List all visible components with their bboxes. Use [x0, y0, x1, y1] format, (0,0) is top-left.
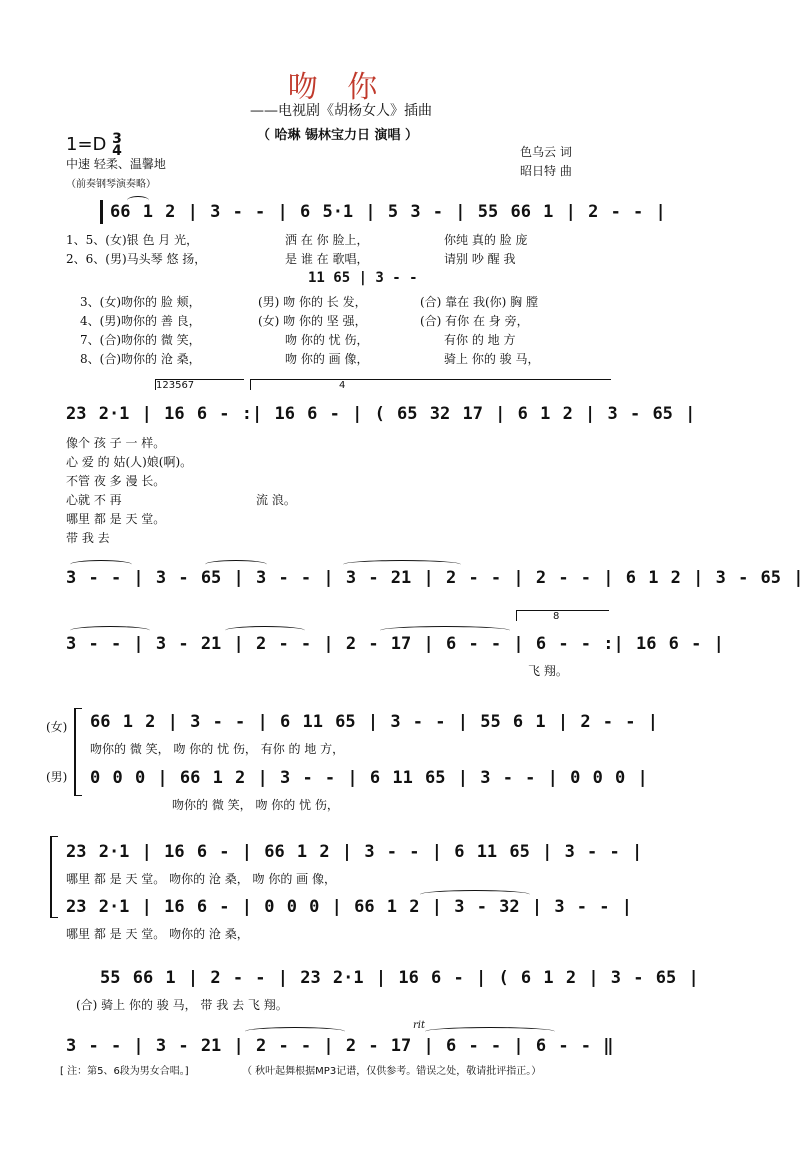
tie	[425, 1027, 555, 1036]
key-signature	[66, 133, 122, 157]
system5-lyric-female: 吻你的 微 笑， 吻 你的 忧 伤， 有你 的 地 方，	[90, 742, 345, 756]
system6-notes-female: 23 2·1 | 16 6 - | 66 1 2 | 3 - - | 6 11 65 | 3 - - |	[66, 842, 643, 862]
system8-notes: 3 - - | 3 - 21 | 2 - - | 2 - 17 | 6 - - | 6 - - ‖	[66, 1036, 614, 1056]
male-label: (男)	[46, 770, 68, 784]
system3-notes: 3 - - | 3 - 65 | 3 - - | 3 - 21 | 2 - - | 2 - - | 6 1 2 | 3 - 65 |	[66, 568, 804, 588]
lyric-verse7: 7、(合)吻你的 微 笑，	[80, 333, 201, 347]
lyric-ending: 飞 翔。	[528, 664, 568, 678]
ritardando-mark: rit	[413, 1020, 425, 1031]
key-label: 1=D	[66, 134, 107, 155]
staff-brace	[50, 836, 58, 918]
tempo-marking: 中速 轻柔、温馨地	[66, 157, 166, 171]
intro-note: （前奏钢琴演奏略）	[66, 179, 156, 190]
lyric-line-3: 不管 夜 多 漫 长。	[66, 474, 166, 488]
lyric-verse3b: (男) 吻 你的 长 发，	[258, 295, 367, 309]
volta-ending-1	[155, 379, 244, 390]
lyric-verse7b: 吻 你的 忧 伤，	[285, 333, 369, 347]
lyric-verse4: 4、(男)吻你的 善 良，	[80, 314, 201, 328]
lyric-line-2: 心 爱 的 姑(人)娘(啊)。	[66, 455, 193, 469]
slur	[127, 196, 149, 205]
lyric-line-4-extra: 流 浪。	[256, 493, 296, 507]
system5-notes-female: 66 1 2 | 3 - - | 6 11 65 | 3 - - | 55 6 1 | 2 - - |	[90, 712, 658, 732]
footer-transcription-note: （ 秋叶起舞根据MP3记谱，仅供参考。错误之处，敬请批评指正。）	[242, 1066, 542, 1077]
system5-lyric-male: 吻你的 微 笑， 吻 你的 忧 伤，	[172, 798, 339, 812]
alt-notes: 11 65 | 3 - -	[308, 270, 418, 286]
lyric-verse3: 3、(女)吻你的 脸 颊，	[80, 295, 201, 309]
song-subtitle: ——电视剧《胡杨女人》插曲	[250, 103, 432, 119]
lyric-verse4b: (女) 吻 你的 坚 强，	[258, 314, 367, 328]
system6-notes-male: 23 2·1 | 16 6 - | 0 0 0 | 66 1 2 | 3 - 32 | 3 - - |	[66, 897, 632, 917]
lyric-verse8b: 吻 你的 画 像，	[285, 352, 369, 366]
tie	[245, 1027, 345, 1036]
system7-lyric: (合) 骑上 你的 骏 马， 带 我 去 飞 翔。	[76, 998, 288, 1012]
time-top: 3	[112, 131, 122, 147]
lyric-verse2c: 请别 吵 醒 我	[444, 252, 516, 266]
lyricist-credit: 色乌云 词	[520, 145, 572, 159]
composer-credit: 昭日特 曲	[520, 164, 572, 178]
lyric-line-4: 心就 不 再	[66, 493, 122, 507]
lyric-line-1: 像个 孩 子 一 样。	[66, 436, 166, 450]
lyric-verse7c: 有你 的 地 方	[444, 333, 516, 347]
repeat-start-bar	[100, 200, 103, 224]
lyric-verse3c: (合) 靠在 我(你) 胸 膛	[420, 295, 538, 309]
system7-notes: 55 66 1 | 2 - - | 23 2·1 | 16 6 - | ( 6 1 2 | 3 - 65 |	[100, 968, 699, 988]
lyric-verse2b: 是 谁 在 歌唱，	[285, 252, 369, 266]
system6-lyric-female: 哪里 都 是 天 堂。 吻你的 沧 桑， 吻 你的 画 像，	[66, 872, 336, 886]
time-bottom: 4	[112, 143, 122, 159]
system5-notes-male: 0 0 0 | 66 1 2 | 3 - - | 6 11 65 | 3 - - | 0 0 0 |	[90, 768, 648, 788]
lyric-verse1: 1、5、(女)银 色 月 光，	[66, 233, 199, 247]
system1-notes: 66 1 2 | 3 - - | 6 5·1 | 5 3 - | 55 66 1 | 2 - - |	[110, 202, 666, 222]
lyric-verse1b: 洒 在 你 脸上，	[285, 233, 369, 247]
lyric-verse8: 8、(合)吻你的 沧 桑，	[80, 352, 201, 366]
system6-lyric-male: 哪里 都 是 天 堂。 吻你的 沧 桑，	[66, 927, 249, 941]
volta-ending-2-label: 4	[339, 380, 346, 391]
lyric-verse1c: 你纯 真的 脸 庞	[444, 233, 528, 247]
staff-brace	[74, 708, 82, 796]
lyric-line-5: 哪里 都 是 天 堂。	[66, 512, 166, 526]
footer-note: [ 注：第5、6段为男女合唱。]	[60, 1066, 189, 1077]
lyric-verse4c: (合) 有你 在 身 旁，	[420, 314, 529, 328]
singers-line: （ 哈琳 锡林宝力日 演唱 ）	[256, 128, 419, 143]
female-label: (女)	[46, 720, 68, 734]
song-title: 吻 你	[287, 70, 388, 105]
time-signature	[112, 133, 122, 157]
volta-ending-8	[516, 610, 609, 621]
volta-ending-2	[250, 379, 611, 390]
lyric-line-6: 带 我 去	[66, 531, 110, 545]
lyric-verse8c: 骑上 你的 骏 马，	[444, 352, 540, 366]
volta-ending-8-label: 8	[553, 611, 560, 622]
system2-notes: 23 2·1 | 16 6 - :| 16 6 - | ( 65 32 17 | 6 1 2 | 3 - 65 |	[66, 404, 696, 424]
lyric-verse2: 2、6、(男)马头琴 悠 扬，	[66, 252, 207, 266]
system4-notes: 3 - - | 3 - 21 | 2 - - | 2 - 17 | 6 - - | 6 - - :| 16 6 - |	[66, 634, 724, 654]
volta-ending-1-label: 123567	[156, 380, 195, 391]
